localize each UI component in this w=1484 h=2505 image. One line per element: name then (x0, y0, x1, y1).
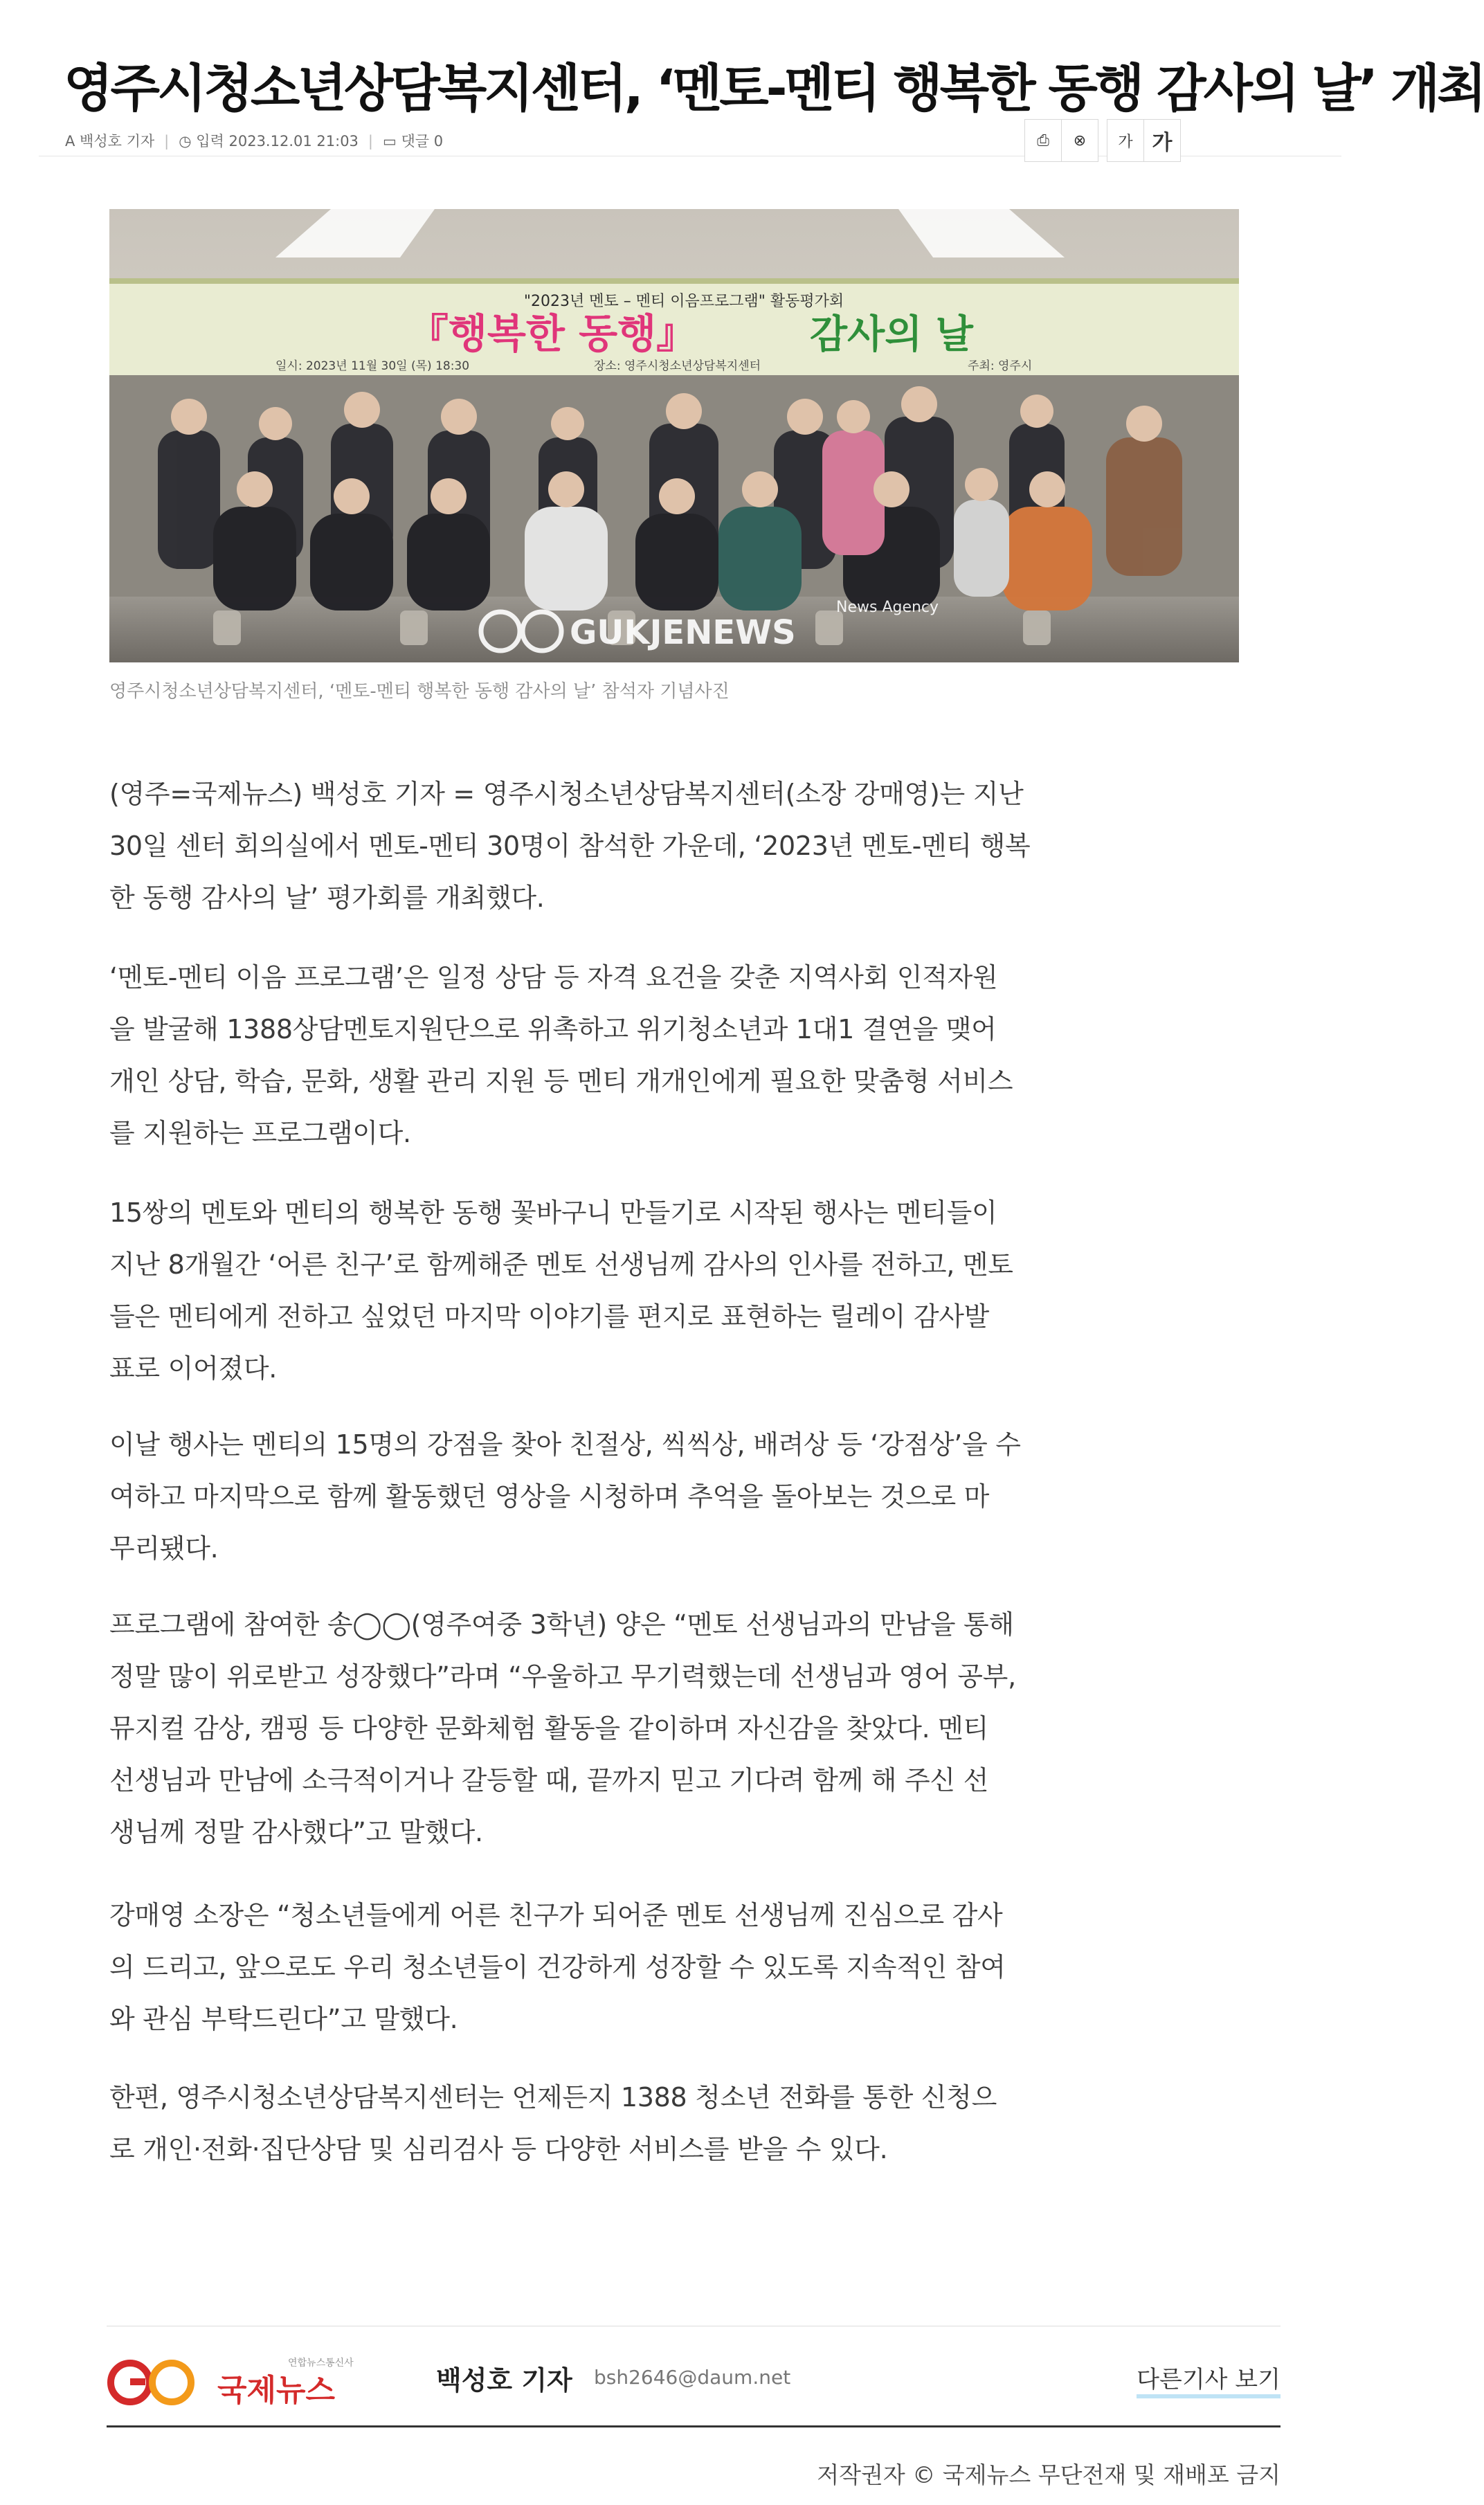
published-time: ◷ 입력 2023.12.01 21:03 (179, 133, 359, 150)
print-icon: ⎙ (1037, 132, 1049, 150)
paragraph-line: 표로 이어졌다. (109, 1353, 278, 1384)
comment-count[interactable]: ▭ 댓글 0 (383, 133, 444, 150)
reporter-email[interactable]: bsh2646@daum.net (594, 2366, 791, 2389)
gukjenews-logo[interactable] (107, 2353, 383, 2409)
paragraph-line: 여하고 마지막으로 함께 활동했던 영상을 시청하며 추억을 돌아보는 것으로 마 (109, 1481, 990, 1512)
author-bar (107, 2326, 1281, 2430)
banner-line3-left: 일시: 2023년 11월 30일 (목) 18:30 (275, 359, 470, 373)
reporter-name: 백성호 기자 (436, 2365, 572, 2396)
watermark-brand: GUKJENEWS (570, 613, 796, 652)
paragraph-line: 한편, 영주시청소년상담복지센터는 언제든지 1388 청소년 전화를 통한 신청으 (109, 2082, 997, 2113)
banner-line3-mid: 장소: 영주시청소년상담복지센터 (594, 359, 761, 373)
paragraph-line: 개인 상담, 학습, 문화, 생활 관리 지원 등 멘티 개개인에게 필요한 맞춤형 서비스 (109, 1066, 1013, 1096)
paragraph-1 (109, 768, 1279, 924)
paragraph-line: 30일 센터 회의실에서 멘토-멘티 30명이 참석한 가운데, ‘2023년 멘토-멘티 행복 (109, 831, 1031, 861)
paragraph-4 (109, 1419, 1279, 1575)
paragraph-line: 뮤지컬 감상, 캠핑 등 다양한 문화체험 활동을 같이하며 자신감을 찾았다. 멘티 (109, 1713, 989, 1744)
banner-title-left: 『행복한 동행』 (408, 310, 697, 357)
banner-line1: "2023년 멘토 – 멘티 이음프로그램" 활동평가회 (523, 293, 844, 310)
paragraph-line: 선생님과 만남에 소극적이거나 갈등할 때, 끝까지 믿고 기다려 함께 해 주신 선 (109, 1765, 989, 1796)
watermark-small: News Agency (836, 599, 939, 616)
paragraph-line: 의 드리고, 앞으로도 우리 청소년들이 건강하게 성장할 수 있도록 지속적인 참여 (109, 1952, 1006, 1982)
paragraph-line: 이날 행사는 멘티의 15명의 강점을 찾아 친절상, 씩씩상, 배려상 등 ‘강점상’을 수 (109, 1429, 1021, 1460)
paragraph-3 (109, 1187, 1279, 1395)
paragraph-line: (영주=국제뉴스) 백성호 기자 = 영주시청소년상담복지센터(소장 강매영)는 지난 (109, 779, 1024, 809)
paragraph-line: 무리됐다. (109, 1533, 219, 1564)
logo-small-text: 연합뉴스통신사 (288, 2358, 354, 2369)
paragraph-line: 한 동행 감사의 날’ 평가회를 개최했다. (109, 883, 545, 913)
paragraph-7 (109, 2072, 1279, 2176)
article-photo (109, 209, 1239, 662)
author-bar-bottom-divider (107, 2425, 1281, 2427)
paragraph-line: 와 관심 부탁드린다”고 말했다. (109, 2004, 458, 2034)
logo-name: 국제뉴스 (217, 2373, 336, 2408)
font-decrease-button[interactable]: 가 (1107, 119, 1144, 162)
share-icon: ⊗ (1073, 132, 1087, 150)
paragraph-5 (109, 1599, 1279, 1859)
paragraph-line: 로 개인·전화·집단상담 및 심리검사 등 다양한 서비스를 받을 수 있다. (109, 2134, 888, 2164)
paragraph-line: 강매영 소장은 “청소년들에게 어른 친구가 되어준 멘토 선생님께 진심으로 감사 (109, 1900, 1003, 1930)
article-title: 영주시청소년상담복지센터, ‘멘토-멘티 행복한 동행 감사의 날’ 개최 (64, 58, 1484, 118)
article-tools (1024, 119, 1181, 162)
paragraph-line: 프로그램에 참여한 송◯◯(영주여중 3학년) 양은 “멘토 선생님과의 만남을 통해 (109, 1609, 1014, 1640)
photo-caption: 영주시청소년상담복지센터, ‘멘토-멘티 행복한 동행 감사의 날’ 참석자 기념사진 (109, 681, 730, 702)
font-increase-button[interactable]: 가 (1144, 119, 1181, 162)
paragraph-line: 들은 멘티에게 전하고 싶었던 마지막 이야기를 편지로 표현하는 릴레이 감사발 (109, 1301, 990, 1332)
share-button[interactable] (1062, 119, 1098, 162)
banner-title-right: 감사의 날 (810, 312, 973, 357)
paragraph-line: 생님께 정말 감사했다”고 말했다. (109, 1817, 483, 1847)
more-articles-link[interactable]: 다른기사 보기 (1137, 2360, 1281, 2398)
paragraph-2 (109, 952, 1279, 1159)
paragraph-line: 정말 많이 위로받고 성장했다”라며 “우울하고 무기력했는데 선생님과 영어 공부, (109, 1661, 1016, 1692)
paragraph-line: 을 발굴해 1388상담멘토지원단으로 위촉하고 위기청소년과 1대1 결연을 맺어 (109, 1014, 997, 1044)
paragraph-line: 지난 8개월간 ‘어른 친구’로 함께해준 멘토 선생님께 감사의 인사를 전하고, 멘토 (109, 1249, 1013, 1280)
paragraph-6 (109, 1890, 1279, 2045)
article-meta-row (0, 111, 1341, 173)
article-meta: A 백성호 기자 | ◷ 입력 2023.12.01 21:03 | ▭ 댓글 0 (65, 133, 444, 150)
author-meta[interactable]: A 백성호 기자 (65, 133, 155, 150)
copyright-notice: 저작권자 © 국제뉴스 무단전재 및 재배포 금지 (817, 2461, 1281, 2488)
paragraph-line: 를 지원하는 프로그램이다. (109, 1118, 411, 1148)
print-button[interactable] (1024, 119, 1062, 162)
paragraph-line: ‘멘토-멘티 이음 프로그램’은 일정 상담 등 자격 요건을 갖춘 지역사회 인적자원 (109, 962, 998, 993)
banner-line3-right: 주최: 영주시 (968, 359, 1033, 373)
paragraph-line: 15쌍의 멘토와 멘티의 행복한 동행 꽃바구니 만들기로 시작된 행사는 멘티들이 (109, 1197, 997, 1228)
